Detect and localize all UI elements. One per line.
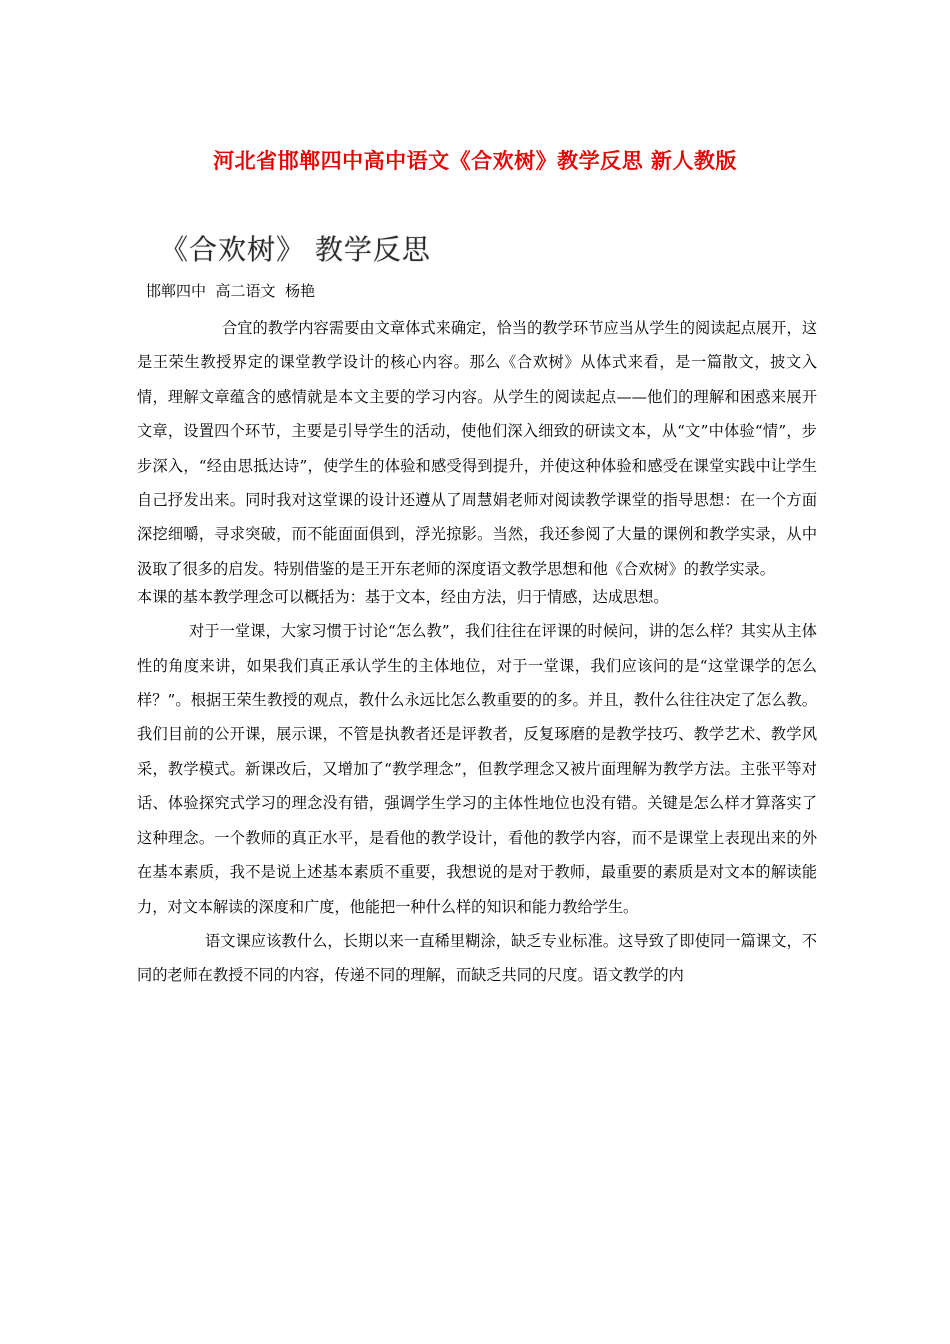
- paragraph-4: 语文课应该教什么，长期以来一直稀里糊涂，缺乏专业标准。这导致了即使同一篇课文，不同的老师在教授不同的内容，传递不同的理解，而缺乏共同的尺度。语文教学的内: [137, 931, 817, 985]
- paragraph-2: 本课的基本教学理念可以概括为：基于文本，经由方法，归于情感，达成思想。: [137, 588, 669, 607]
- paragraph-3: 对于一堂课，大家习惯于讨论“怎么教”，我们往往在评课的时候问，讲的怎么样？其实从主体性的角度来讲，如果我们真正承认学生的主体地位，对于一堂课，我们应该问的是“这堂课学的怎么样？”。根据王荣生教授的观点，教什么永远比怎么教重要的的多。并且，教什么往往决定了怎么教。我们目前的公开课，展示课，不管是执教者还是评教者，反复琢磨的是教学技巧、教学艺术、教学风采，教学模式。新课改后，又增加了“教学理念”，但教学理念又被片面理解为教学方法。主张平等对话、体验探究式学习的理念没有错，强调学生学习的主体性地位也没有错。关键是怎么样才算落实了这种理念。一个教师的真正水平，是看他的教学设计，看他的教学内容，而不是课堂上表现出来的外在基本素质，我不是说上述基本素质不重要，我想说的是对于教师，最重要的素质是对文本的解读能力，对文本解读的深度和广度，他能把一种什么样的知识和能力教给学生。: [137, 622, 817, 916]
- heading-image-text: 《合欢树》 教学反思: [160, 233, 431, 266]
- author-line: 邯郸四中 高二语文 杨艳: [146, 282, 316, 300]
- body-text: [137, 311, 817, 993]
- document-title: 河北省邯郸四中高中语文《合欢树》教学反思 新人教版: [213, 149, 737, 173]
- paragraph-1: 合宜的教学内容需要由文章体式来确定，恰当的教学环节应当从学生的阅读起点展开，这是王荣生教授界定的课堂教学设计的核心内容。那么《合欢树》从体式来看，是一篇散文，披文入情，理解文章蕴含的感情就是本文主要的学习内容。从学生的阅读起点——他们的理解和困惑来展开文章，设置四个环节，主要是引导学生的活动，使他们深入细致的研读文本，从“文”中体验“情”，步步深入，“经由思抵达诗”，使学生的体验和感受得到提升，并使这种体验和感受在课堂实践中让学生自己抒发出来。同时我对这堂课的设计还遵从了周慧娟老师对阅读教学课堂的指导思想：在一个方面深挖细嚼，寻求突破，而不能面面俱到，浮光掠影。当然，我还参阅了大量的课例和教学实录，从中汲取了很多的启发。特别借鉴的是王开东老师的深度语文教学思想和他《合欢树》的教学实录。: [137, 319, 817, 578]
